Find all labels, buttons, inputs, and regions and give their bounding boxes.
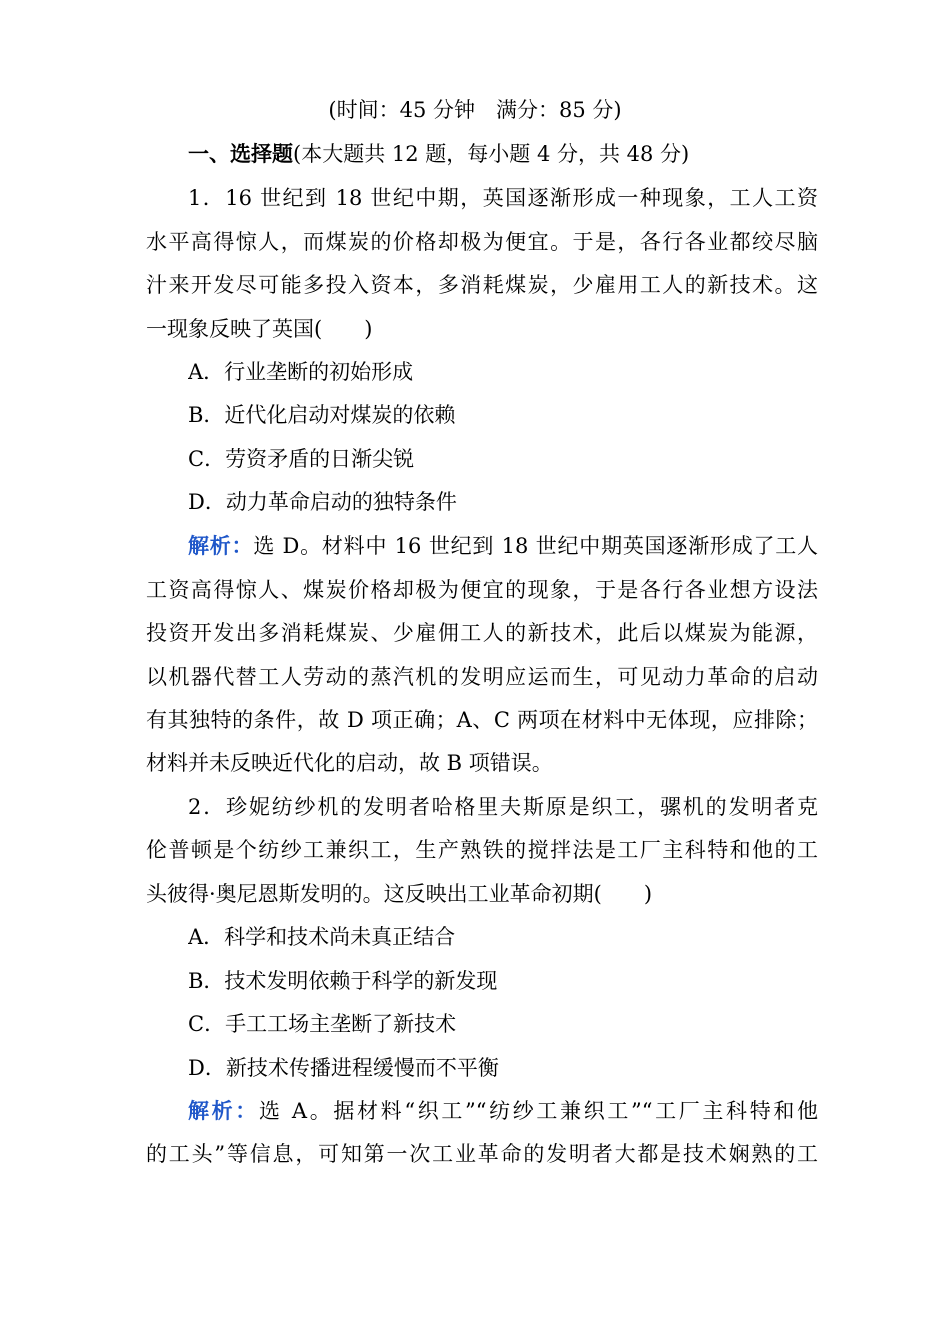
section-title: 一、选择题 — [188, 141, 293, 166]
time-score-line: (时间：45 分钟 满分：85 分) — [328, 98, 622, 122]
q1-stem-line: 水平高得惊人，而煤炭的价格却极为便宜。于是，各行各业都绞尽脑 — [146, 230, 818, 254]
q2-stem-line: 2．珍妮纺纱机的发明者哈格里夫斯原是织工，骡机的发明者克 — [188, 795, 818, 819]
q1-option-c: C．劳资矛盾的日渐尖锐 — [188, 447, 415, 471]
q1-option-b: B．近代化启动对煤炭的依赖 — [188, 403, 456, 427]
q2-analysis-label: 解析： — [188, 1098, 259, 1123]
q1-stem-line: 一现象反映了英国( ) — [146, 317, 373, 341]
q1-analysis-text: 选 D。材料中 16 世纪到 18 世纪中期英国逐渐形成了工人 — [253, 534, 818, 558]
q1-option-d: D．动力革命启动的独特条件 — [188, 490, 457, 514]
q1-analysis-line: 材料并未反映近代化的启动，故 B 项错误。 — [146, 751, 553, 775]
q1-analysis-first-line — [188, 531, 818, 561]
q1-stem-line: 1．16 世纪到 18 世纪中期，英国逐渐形成一种现象，工人工资 — [188, 186, 818, 210]
q1-analysis-line: 以机器代替工人劳动的蒸汽机的发明应运而生，可见动力革命的启动 — [146, 665, 818, 689]
q1-analysis-line: 工资高得惊人、煤炭价格却极为便宜的现象，于是各行各业想方设法 — [146, 578, 818, 602]
q2-option-a: A．科学和技术尚未真正结合 — [188, 925, 456, 949]
q2-analysis-text: 选 A。据材料“织工”“纺纱工兼织工”“工厂主科特和他 — [258, 1099, 818, 1123]
section-heading — [188, 139, 818, 169]
section-note: (本大题共 12 题，每小题 4 分，共 48 分) — [293, 142, 690, 166]
q2-analysis-line: 的工头”等信息，可知第一次工业革命的发明者大都是技术娴熟的工 — [146, 1142, 818, 1166]
q1-analysis-line: 投资开发出多消耗煤炭、少雇佣工人的新技术，此后以煤炭为能源， — [146, 621, 818, 645]
q2-option-d: D．新技术传播进程缓慢而不平衡 — [188, 1056, 499, 1080]
q1-stem-line: 汁来开发尽可能多投入资本，多消耗煤炭，少雇用工人的新技术。这 — [146, 273, 818, 297]
q2-option-b: B．技术发明依赖于科学的新发现 — [188, 969, 498, 993]
q1-analysis-line: 有其独特的条件，故 D 项正确；A、C 两项在材料中无体现，应排除； — [146, 708, 818, 732]
q1-option-a: A．行业垄断的初始形成 — [188, 360, 414, 384]
q2-stem-line: 伦普顿是个纺纱工兼织工，生产熟铁的搅拌法是工厂主科特和他的工 — [146, 838, 818, 862]
q1-analysis-label: 解析： — [188, 533, 254, 558]
q2-option-c: C．手工工场主垄断了新技术 — [188, 1012, 457, 1036]
q2-analysis-first-line — [188, 1096, 818, 1126]
q2-stem-line: 头彼得·奥尼恩斯发明的。这反映出工业革命初期( ) — [146, 882, 653, 906]
